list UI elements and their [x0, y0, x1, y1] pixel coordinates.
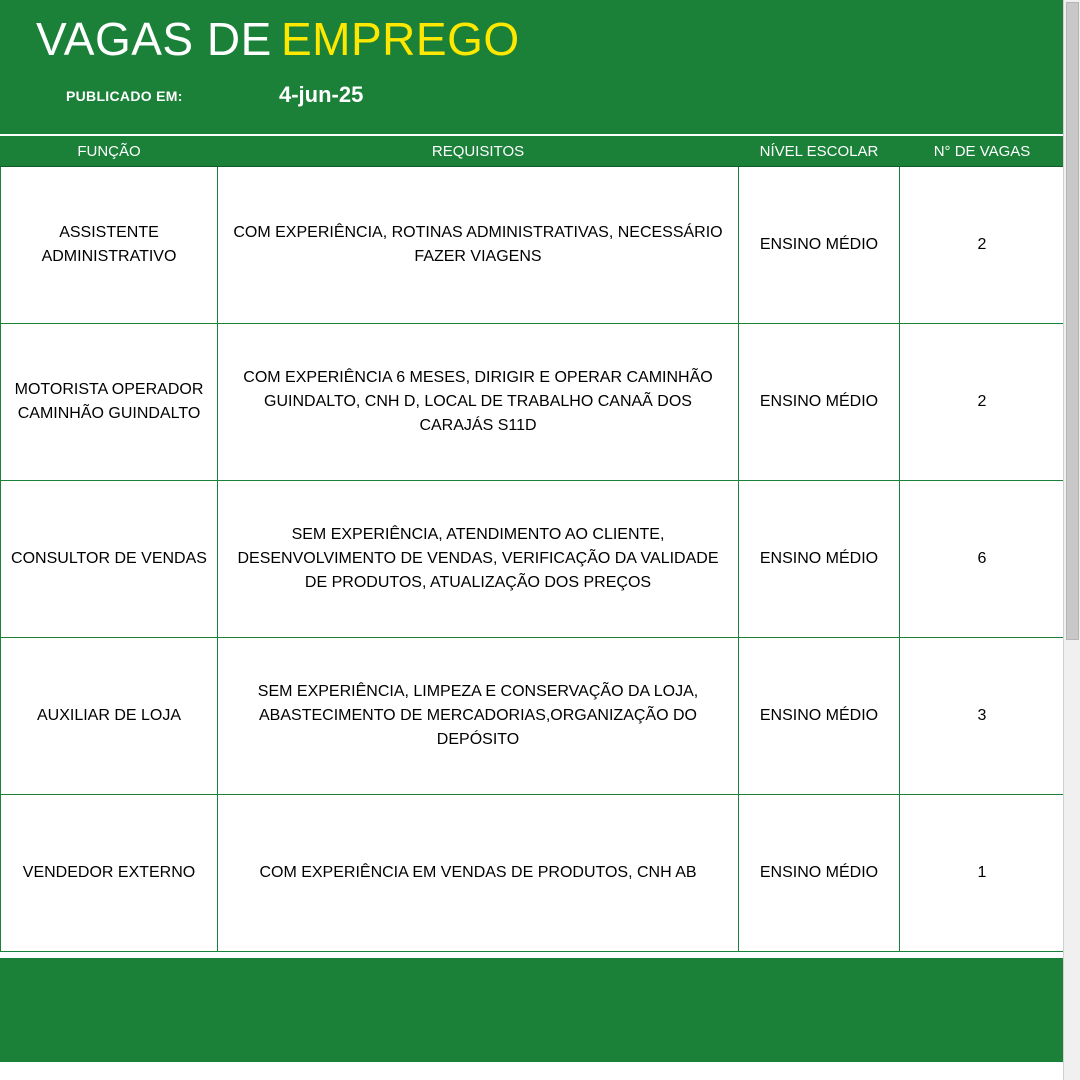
cell-funcao: MOTORISTA OPERADOR CAMINHÃO GUINDALTO [1, 324, 218, 481]
column-header-nivel-escolar: NÍVEL ESCOLAR [739, 137, 900, 167]
cell-vagas: 2 [900, 167, 1065, 324]
cell-nivel: ENSINO MÉDIO [739, 167, 900, 324]
cell-funcao: CONSULTOR DE VENDAS [1, 481, 218, 638]
table-row [1, 638, 1065, 795]
page-title-accent: EMPREGO [281, 13, 520, 65]
column-header-numero-vagas: N° DE VAGAS [900, 137, 1065, 167]
vertical-scrollbar[interactable] [1063, 0, 1080, 1080]
cell-requisitos: COM EXPERIÊNCIA, ROTINAS ADMINISTRATIVAS, NECESSÁRIO FAZER VIAGENS [218, 167, 739, 324]
page-title-primary: VAGAS DE [36, 13, 272, 65]
cell-nivel: ENSINO MÉDIO [739, 795, 900, 952]
cell-funcao: ASSISTENTE ADMINISTRATIVO [1, 167, 218, 324]
cell-vagas: 2 [900, 324, 1065, 481]
table-row [1, 324, 1065, 481]
scrollbar-thumb[interactable] [1066, 2, 1079, 640]
cell-nivel: ENSINO MÉDIO [739, 638, 900, 795]
table-row [1, 167, 1065, 324]
table-row [1, 795, 1065, 952]
table-row [1, 481, 1065, 638]
cell-requisitos: COM EXPERIÊNCIA EM VENDAS DE PRODUTOS, CNH AB [218, 795, 739, 952]
footer-band [0, 956, 1064, 1062]
cell-funcao: AUXILIAR DE LOJA [1, 638, 218, 795]
table-header-row [1, 137, 1065, 167]
header-banner [0, 0, 1064, 136]
column-header-requisitos: REQUISITOS [218, 137, 739, 167]
cell-vagas: 6 [900, 481, 1065, 638]
cell-requisitos: COM EXPERIÊNCIA 6 MESES, DIRIGIR E OPERAR CAMINHÃO GUINDALTO, CNH D, LOCAL DE TRABALHO CANAÃ DOS CARAJÁS S11D [218, 324, 739, 481]
cell-vagas: 3 [900, 638, 1065, 795]
cell-vagas: 1 [900, 795, 1065, 952]
cell-funcao: VENDEDOR EXTERNO [1, 795, 218, 952]
cell-nivel: ENSINO MÉDIO [739, 324, 900, 481]
column-header-funcao: FUNÇÃO [1, 137, 218, 167]
jobs-table [0, 136, 1065, 952]
cell-requisitos: SEM EXPERIÊNCIA, ATENDIMENTO AO CLIENTE, DESENVOLVIMENTO DE VENDAS, VERIFICAÇÃO DA VALIDADE DE PRODUTOS, ATUALIZAÇÃO DOS PREÇOS [218, 481, 739, 638]
published-label: PUBLICADO EM: [66, 88, 183, 104]
cell-requisitos: SEM EXPERIÊNCIA, LIMPEZA E CONSERVAÇÃO DA LOJA, ABASTECIMENTO DE MERCADORIAS,ORGANIZAÇÃO DO DEPÓSITO [218, 638, 739, 795]
cell-nivel: ENSINO MÉDIO [739, 481, 900, 638]
published-date: 4-jun-25 [279, 82, 364, 107]
